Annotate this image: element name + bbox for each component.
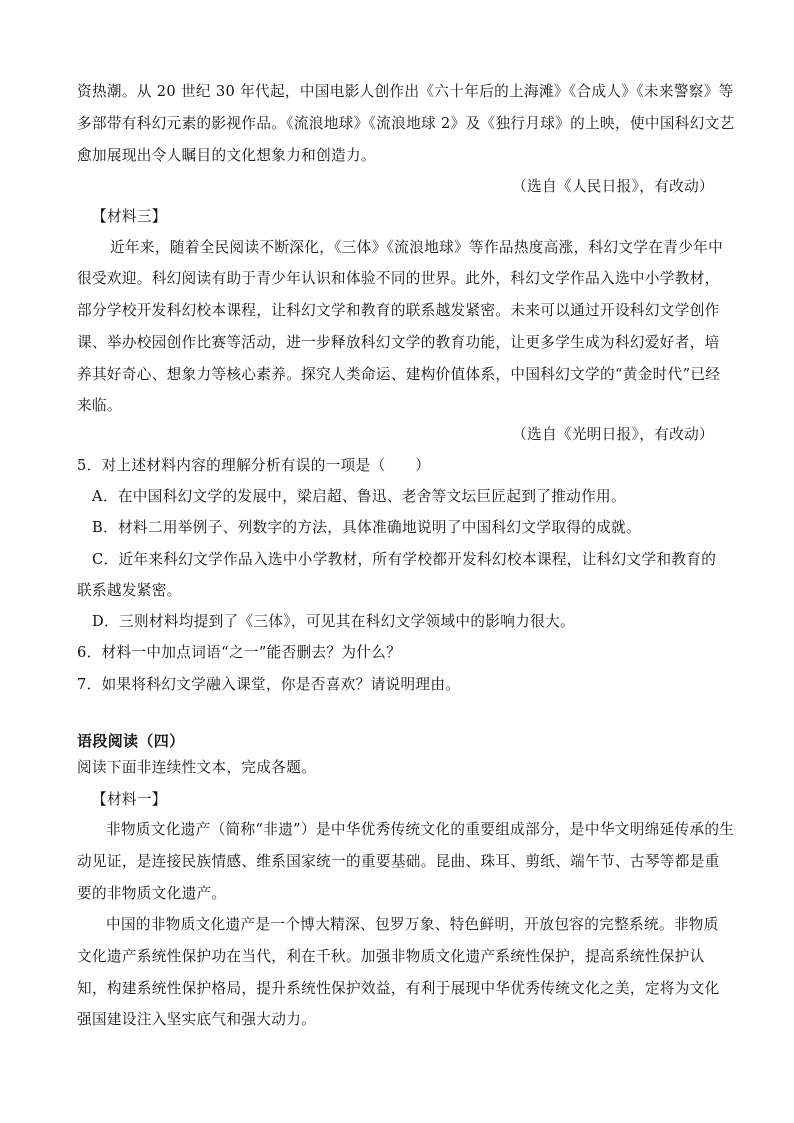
section-4-title: 语段阅读（四） [77,732,185,750]
question-5: 5．对上述材料内容的理解分析有误的一项是（ ） [77,457,431,474]
question-5-option-b: B．材料二用举例子、列数字的方法，具体准确地说明了中国科幻文学取得的成就。 [92,519,642,536]
material2-line-3: 愈加展现出令人瞩目的文化想象力和创造力。 [77,147,376,164]
material3-line-4: 课、举办校园创作比赛等活动，进一步释放科幻文学的教育功能，让更多学生成为科幻爱好者，培 [77,334,720,351]
question-5-option-a: A．在中国科幻文学的发展中，梁启超、鲁迅、老舍等文坛巨匠起到了推动作用。 [92,488,626,505]
question-5-option-c: C．近年来科幻文学作品入选中小学教材，所有学校都开发科幻校本课程，让科幻文学和教育的 [92,551,717,568]
material2-source: （选自《人民日报》，有改动） [512,178,714,195]
question-5-option-c-cont: 联系越发紧密。 [77,582,182,599]
material1-para2-line-4: 强国建设注入坚实底气和强大动力。 [77,1011,317,1028]
material1-para2-line-3: 知，构建系统性保护格局，提升系统性保护效益，有利于展现中华优秀传统文化之美，定将为文化 [77,980,720,997]
material1-para2-line-1: 中国的非物质文化遗产是一个博大精深、包罗万象、特色鲜明，开放包容的完整系统。非物质 [106,916,719,933]
section-4-instruction: 阅读下面非连续性文本，完成各题。 [77,759,317,776]
material3-source: （选自《光明日报》，有改动） [512,426,714,443]
material2-line-2: 多部带有科幻元素的影视作品。《流浪地球》《流浪地球 2》及《独行月球》的上映，使中国科幻文艺 [77,115,735,132]
material2-line-1: 资热潮。从 20 世纪 30 年代起，中国电影人创作出《六十年后的上海滩》《合成人》《未来警察》等 [77,83,734,100]
material1-para1-line-3: 要的非物质文化遗产。 [77,885,227,902]
material1-para1-line-2: 动见证，是连接民族情感、维系国家统一的重要基础。昆曲、珠耳、剪纸、端午节、古琴等都是重 [77,853,720,870]
material3-line-2: 很受欢迎。科幻阅读有助于青少年认识和体验不同的世界。此外，科幻文学作品入选中小学教材， [77,270,720,287]
material1-para2-line-2: 文化遗产系统性保护功在当代，利在千秋。加强非物质文化遗产系统性保护，提高系统性保护认 [77,948,705,965]
question-7: 7．如果将科幻文学融入课堂，你是否喜欢？请说明理由。 [77,676,461,693]
material3-line-6: 来临。 [77,397,122,414]
material3-line-3: 部分学校开发科幻校本课程，让科幻文学和教育的联系越发紧密。未来可以通过开设科幻文学创作 [77,302,720,319]
section-4-material1-heading: 【材料一】 [92,791,167,808]
material3-line-5: 养其好奇心、想象力等核心素养。探究人类命运、建构价值体系，中国科幻文学的“黄金时代”已经 [77,366,721,383]
material3-heading: 【材料三】 [92,208,167,225]
question-6: 6．材料一中加点词语“之一”能否删去？为什么？ [77,644,402,661]
material1-para1-line-1: 非物质文化遗产（简称“非遗”）是中华优秀传统文化的重要组成部分，是中华文明绵延传承的生 [106,821,735,838]
material3-line-1: 近年来，随着全民阅读不断深化，《三体》《流浪地球》等作品热度高涨，科幻文学在青少年中 [110,239,724,256]
question-5-option-d: D．三则材料均提到了《三体》，可见其在科幻文学领域中的影响力很大。 [92,613,575,630]
